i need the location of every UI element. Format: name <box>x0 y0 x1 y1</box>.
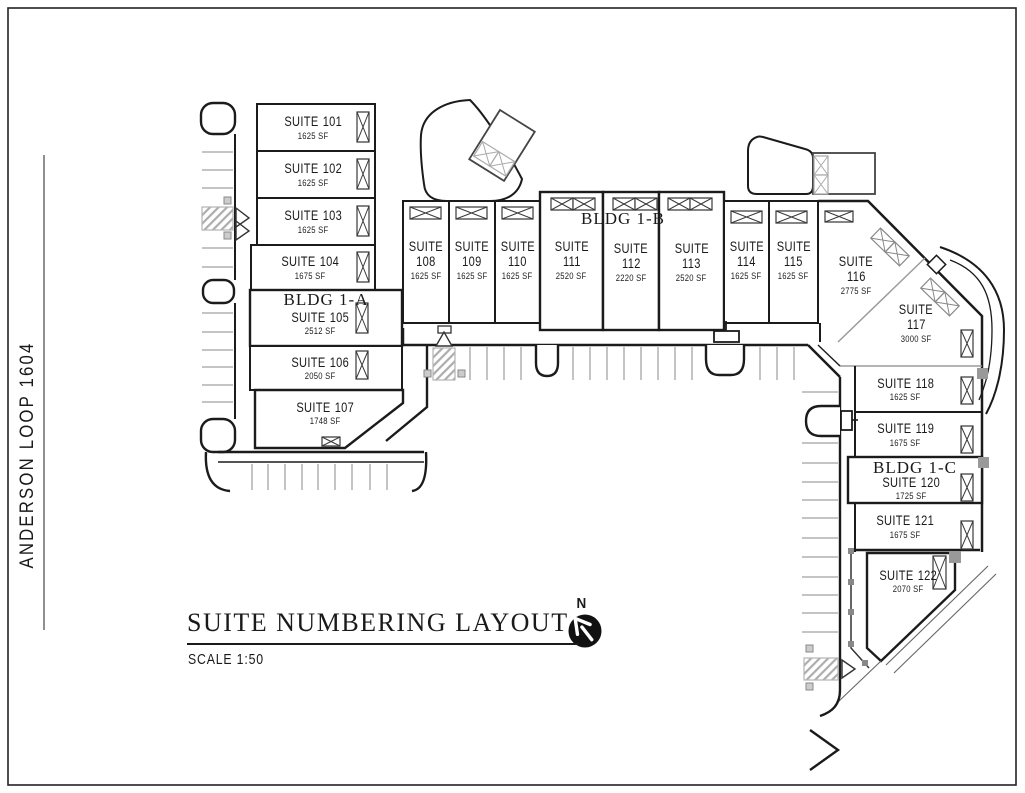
entry-arrow <box>236 208 249 240</box>
suite-109-label: SUITE 109 1625 SF <box>454 238 490 281</box>
parking-center <box>386 321 840 441</box>
suite-114-label: SUITE 114 1625 SF <box>729 238 764 281</box>
landscape-island-right <box>748 137 875 195</box>
accessible-stall-hatch <box>433 348 455 380</box>
accessible-stall-hatch <box>202 207 233 230</box>
suite-116-label: SUITE 116 2775 SF <box>838 253 874 296</box>
suite-118-label: SUITE 118 1625 SF <box>877 375 934 403</box>
suite-115-label: SUITE 115 1625 SF <box>776 238 811 281</box>
north-label: N <box>576 595 587 612</box>
parking-east <box>802 377 858 770</box>
road-label: ANDERSON LOOP 1604 <box>17 341 38 569</box>
suite-101-label: SUITE 101 1625 SF <box>284 114 342 141</box>
bldg-1a-label: BLDG 1-A <box>283 290 369 309</box>
accessible-stall-hatch <box>804 658 838 680</box>
plan-title: SUITE NUMBERING LAYOUT <box>187 608 579 645</box>
entry-arrow <box>842 660 855 678</box>
entry-arrow <box>436 332 452 346</box>
suite-105-label: SUITE 105 2512 SF <box>291 309 349 337</box>
suite-111-label: SUITE 111 2520 SF <box>554 238 589 281</box>
suite-117-label: SUITE 117 3000 SF <box>898 301 934 344</box>
suite-120-label: SUITE 120 1725 SF <box>882 474 940 502</box>
suite-102-label: SUITE 102 1625 SF <box>284 161 342 188</box>
bldg-1b-label: BLDG 1-B <box>580 209 666 228</box>
suite-119-label: SUITE 119 1675 SF <box>877 421 934 448</box>
suite-107-label: SUITE 107 1748 SF <box>296 399 354 427</box>
suite-104-label: SUITE 104 1675 SF <box>281 254 339 281</box>
suite-108-label: SUITE 108 1625 SF <box>408 238 444 281</box>
bldg-1c-label: BLDG 1-C <box>872 458 958 477</box>
suite-121-label: SUITE 121 1675 SF <box>876 513 935 540</box>
parking-left <box>201 103 249 452</box>
suite-110-label: SUITE 110 1625 SF <box>500 238 535 281</box>
scale-label: SCALE 1:50 <box>188 651 264 668</box>
suite-103-label: SUITE 103 1625 SF <box>284 208 342 235</box>
suite-112-label: SUITE 112 2220 SF <box>613 240 649 283</box>
parking-south <box>206 452 426 491</box>
suite-113-label: SUITE 113 2520 SF <box>674 240 709 283</box>
suite-122-label: SUITE 122 2070 SF <box>879 567 937 595</box>
drive-chevron <box>810 730 838 770</box>
landscape-island-left <box>421 100 535 201</box>
suite-106-label: SUITE 106 2050 SF <box>291 354 349 382</box>
